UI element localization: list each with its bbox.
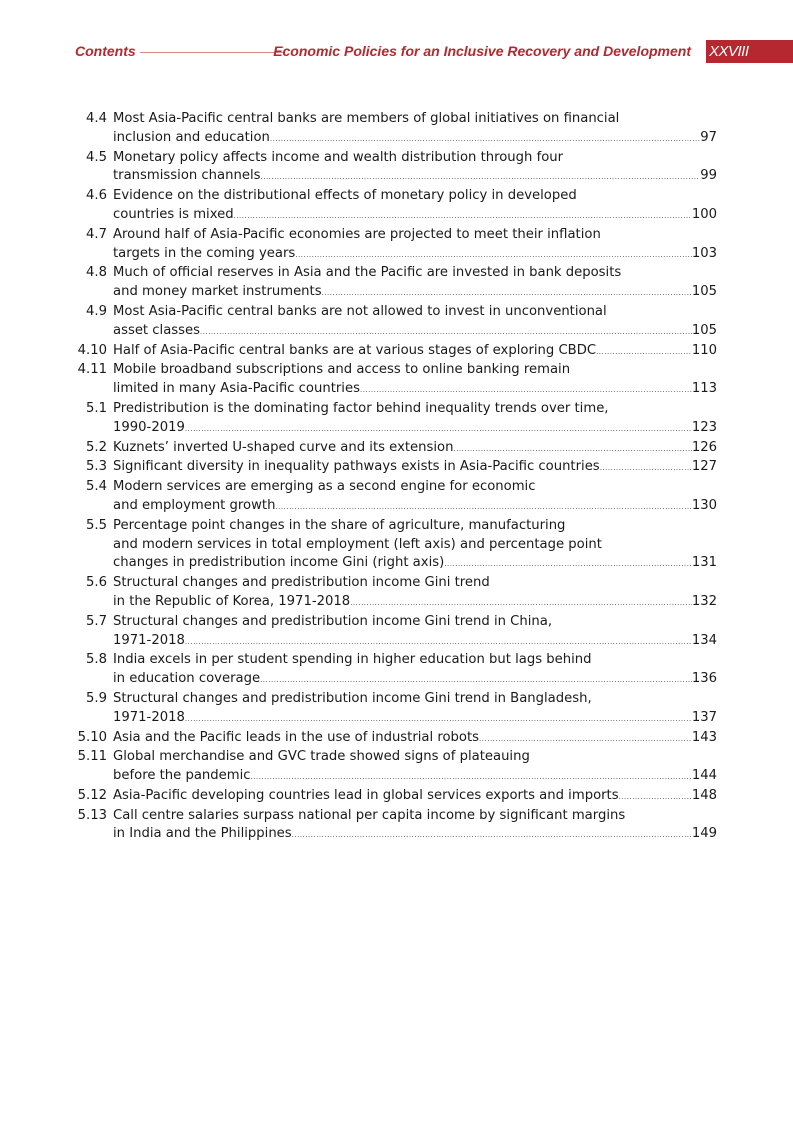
figure-caption xyxy=(113,748,717,787)
page-number[interactable]: 144 xyxy=(691,768,717,784)
toc-entry[interactable] xyxy=(75,264,717,303)
dot-leader xyxy=(596,343,692,362)
caption-line: Modern services are emerging as a second engine for economic xyxy=(113,479,536,495)
caption-line: Significant diversity in inequality pathways exists in Asia-Pacific countries xyxy=(113,459,600,475)
caption-line: inclusion and education xyxy=(113,129,270,145)
page-number[interactable]: 148 xyxy=(691,787,717,803)
toc-entry[interactable] xyxy=(75,748,717,787)
toc-entry[interactable] xyxy=(75,478,717,517)
dot-leader xyxy=(185,420,692,439)
page-number[interactable]: 99 xyxy=(700,168,717,184)
page-number[interactable]: 97 xyxy=(700,129,717,145)
caption-line: in the Republic of Korea, 1971-2018 xyxy=(113,593,351,609)
page-number[interactable]: 132 xyxy=(691,593,717,609)
figure-number: 5.12 xyxy=(77,787,107,803)
figure-caption xyxy=(113,787,717,807)
toc-entry[interactable] xyxy=(75,690,717,729)
figure-number: 5.2 xyxy=(86,439,107,455)
page-number[interactable]: 123 xyxy=(691,419,717,435)
dot-leader xyxy=(200,323,692,342)
figure-number: 4.11 xyxy=(77,362,107,378)
caption-line: asset classes xyxy=(113,322,201,338)
caption-line: Mobile broadband subscriptions and access to online banking remain xyxy=(113,362,571,378)
contents-label[interactable]: Contents xyxy=(75,43,136,59)
page-number[interactable]: 143 xyxy=(691,729,717,745)
figure-caption xyxy=(113,651,717,690)
dot-leader xyxy=(600,459,692,478)
page-number[interactable]: 126 xyxy=(691,439,717,455)
dot-leader xyxy=(270,130,700,149)
caption-line: transmission channels xyxy=(113,168,261,184)
caption-line: Around half of Asia-Pacific economies are projected to meet their inflation xyxy=(113,226,601,242)
toc-entry[interactable] xyxy=(75,729,717,749)
toc-entry[interactable] xyxy=(75,187,717,226)
figure-number: 5.9 xyxy=(86,690,107,706)
figure-caption xyxy=(113,110,717,149)
caption-line: 1971-2018 xyxy=(113,709,185,725)
toc-entry[interactable] xyxy=(75,149,717,188)
toc-entry[interactable] xyxy=(75,458,717,478)
page-number[interactable]: 127 xyxy=(691,459,717,475)
caption-line: Half of Asia-Pacific central banks are at various stages of exploring CBDC xyxy=(113,342,597,358)
book-title: Economic Policies for an Inclusive Recovery and Development xyxy=(273,43,691,59)
dot-leader xyxy=(292,826,692,845)
dot-leader xyxy=(260,671,692,690)
caption-line: 1990-2019 xyxy=(113,419,185,435)
figure-number: 4.6 xyxy=(86,188,107,204)
toc-entry[interactable] xyxy=(75,226,717,265)
figure-number: 5.5 xyxy=(86,517,107,533)
caption-line: Much of official reserves in Asia and the Pacific are invested in bank deposits xyxy=(113,265,622,281)
caption-line: countries is mixed xyxy=(113,206,234,222)
page-number[interactable]: 136 xyxy=(691,671,717,687)
figure-number: 5.4 xyxy=(86,479,107,495)
header-divider xyxy=(140,52,285,53)
figure-number: 5.7 xyxy=(86,613,107,629)
figure-caption xyxy=(113,187,717,226)
caption-line: Asia-Pacific developing countries lead in global services exports and imports xyxy=(113,787,619,803)
toc-entry[interactable] xyxy=(75,807,717,846)
page-roman-numeral: XXVIII xyxy=(709,43,749,60)
figure-caption xyxy=(113,478,717,517)
caption-line: India excels in per student spending in higher education but lags behind xyxy=(113,652,592,668)
toc-entry[interactable] xyxy=(75,651,717,690)
caption-line: Kuznets’ inverted U-shaped curve and its extension xyxy=(113,439,454,455)
dot-leader xyxy=(453,440,691,459)
caption-line: and employment growth xyxy=(113,497,276,513)
caption-line: and money market instruments xyxy=(113,284,322,300)
figure-number: 4.5 xyxy=(86,149,107,165)
figure-caption xyxy=(113,574,717,613)
page-number[interactable]: 105 xyxy=(691,322,717,338)
caption-line: Call centre salaries surpass national per capita income by significant margins xyxy=(113,807,626,823)
figure-number: 4.8 xyxy=(86,265,107,281)
figure-number: 5.6 xyxy=(86,575,107,591)
figure-caption xyxy=(113,400,717,439)
figure-caption xyxy=(113,458,717,478)
figure-caption xyxy=(113,264,717,303)
page-number[interactable]: 134 xyxy=(691,632,717,648)
page-number[interactable]: 130 xyxy=(691,497,717,513)
figure-number: 5.11 xyxy=(77,749,107,765)
figure-number: 5.8 xyxy=(86,652,107,668)
caption-line: Most Asia-Pacific central banks are not allowed to invest in unconventional xyxy=(113,303,607,319)
figure-caption xyxy=(113,807,717,846)
dot-leader xyxy=(185,633,692,652)
caption-line: Percentage point changes in the share of agriculture, manufacturing xyxy=(113,517,566,533)
caption-line: Evidence on the distributional effects of monetary policy in developed xyxy=(113,188,577,204)
dot-leader xyxy=(275,498,691,517)
page-number[interactable]: 105 xyxy=(691,284,717,300)
caption-line: Global merchandise and GVC trade showed signs of plateauing xyxy=(113,749,530,765)
figure-number: 5.1 xyxy=(86,400,107,416)
caption-line: and modern services in total employment (left axis) and percentage point xyxy=(113,536,602,552)
caption-line: Asia and the Pacific leads in the use of industrial robots xyxy=(113,729,480,745)
caption-line: Monetary policy affects income and wealth distribution through four xyxy=(113,149,564,165)
caption-line: limited in many Asia-Pacific countries xyxy=(113,381,360,397)
dot-leader xyxy=(619,788,692,807)
caption-line: Most Asia-Pacific central banks are members of global initiatives on financial xyxy=(113,111,620,126)
toc-entry[interactable] xyxy=(75,574,717,613)
caption-line: Predistribution is the dominating factor behind inequality trends over time, xyxy=(113,400,609,416)
figure-number: 4.9 xyxy=(86,303,107,319)
table-of-figures xyxy=(75,110,717,845)
toc-entry[interactable] xyxy=(75,400,717,439)
figure-caption xyxy=(113,149,717,188)
dot-leader xyxy=(185,710,692,729)
figure-caption xyxy=(113,303,717,342)
page-number[interactable]: 131 xyxy=(691,555,717,571)
page-number[interactable]: 110 xyxy=(691,342,717,358)
figure-number: 4.10 xyxy=(77,342,107,358)
figure-number: 4.4 xyxy=(86,111,107,126)
dot-leader xyxy=(479,730,692,749)
dot-leader xyxy=(444,555,692,574)
toc-entry[interactable] xyxy=(75,110,717,149)
figure-caption xyxy=(113,361,717,400)
page-number[interactable]: 137 xyxy=(691,709,717,725)
figure-caption xyxy=(113,613,717,652)
dot-leader xyxy=(261,168,701,187)
page-number[interactable]: 149 xyxy=(691,826,717,842)
dot-leader xyxy=(251,768,692,787)
toc-entry[interactable] xyxy=(75,517,717,574)
page-number-badge xyxy=(706,40,793,63)
caption-line: changes in predistribution income Gini (right axis) xyxy=(113,555,445,571)
caption-line: before the pandemic xyxy=(113,768,251,784)
toc-entry[interactable] xyxy=(75,303,717,342)
toc-entry[interactable] xyxy=(75,439,717,459)
figure-caption xyxy=(113,342,717,362)
toc-entry[interactable] xyxy=(75,787,717,807)
figure-number: 4.7 xyxy=(86,226,107,242)
caption-line: in India and the Philippines xyxy=(113,826,292,842)
caption-line: Structural changes and predistribution income Gini trend in Bangladesh, xyxy=(113,690,592,706)
caption-line: Structural changes and predistribution income Gini trend in China, xyxy=(113,613,553,629)
toc-entry[interactable] xyxy=(75,361,717,400)
page-header xyxy=(75,40,793,64)
caption-line: 1971-2018 xyxy=(113,632,185,648)
figure-caption xyxy=(113,729,717,749)
dot-leader xyxy=(234,207,692,226)
page-number[interactable]: 100 xyxy=(691,206,717,222)
toc-entry[interactable] xyxy=(75,342,717,362)
figure-caption xyxy=(113,517,717,574)
dot-leader xyxy=(360,381,692,400)
figure-number: 5.3 xyxy=(86,459,107,475)
figure-caption xyxy=(113,690,717,729)
toc-entry[interactable] xyxy=(75,613,717,652)
figure-number: 5.13 xyxy=(77,807,107,823)
page-number[interactable]: 113 xyxy=(691,381,717,397)
dot-leader xyxy=(350,594,692,613)
caption-line: in education coverage xyxy=(113,671,261,687)
dot-leader xyxy=(295,246,692,265)
figure-number: 5.10 xyxy=(77,729,107,745)
caption-line: Structural changes and predistribution income Gini trend xyxy=(113,575,490,591)
caption-line: targets in the coming years xyxy=(113,245,296,261)
dot-leader xyxy=(322,284,692,303)
figure-caption xyxy=(113,226,717,265)
figure-caption xyxy=(113,439,717,459)
page-number[interactable]: 103 xyxy=(691,245,717,261)
